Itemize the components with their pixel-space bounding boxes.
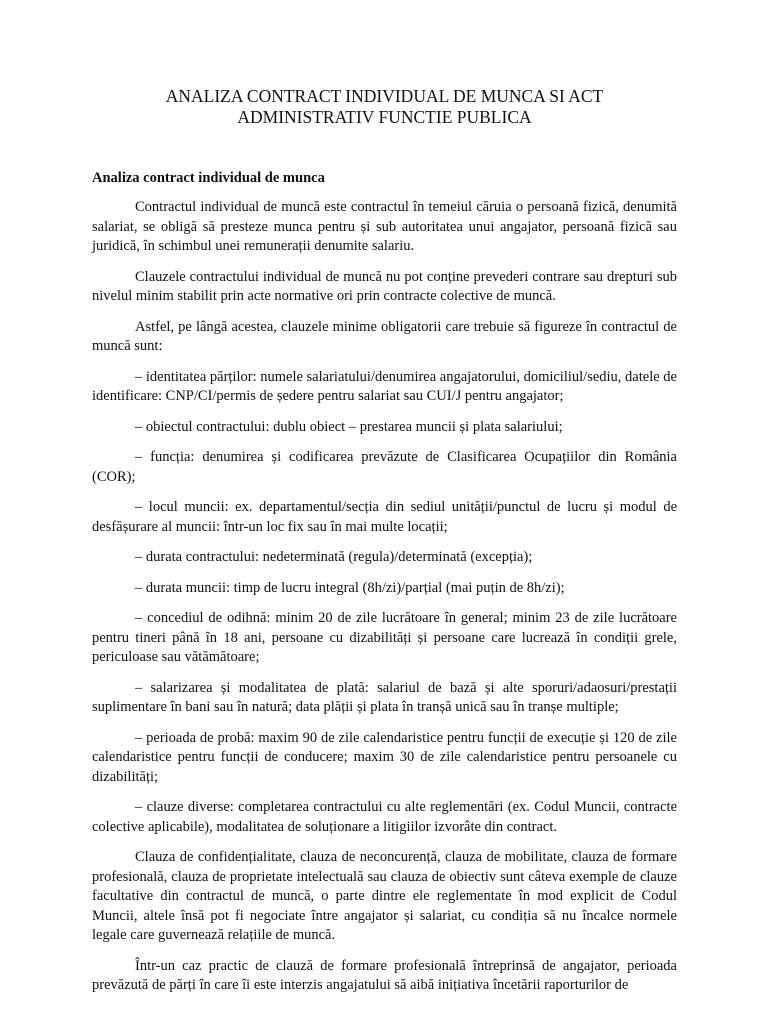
paragraph-definition: Contractul individual de muncă este contractul în temeiul căruia o persoană fizică, denumită salariat, se obligă să presteze munca pentru și sub autoritatea unui angajator, persoană fizică sau juridică, în schimbul unei remunerații denumite salariu. — [92, 199, 677, 254]
list-item-identity: – identitatea părților: numele salariatului/denumirea angajatorului, domiciliul/sediu, datele de identificare: CNP/CI/permis de ședere pentru salariat sau CUI/J pentru angajator; — [92, 368, 677, 404]
section-heading: Analiza contract individual de munca — [92, 170, 325, 186]
document-page — [92, 86, 677, 1006]
list-item-contract-duration: – durata contractului: nedeterminată (regula)/determinată (excepția); — [135, 549, 533, 565]
paragraph-clauses: Clauzele contractului individual de muncă nu pot conține prevederi contrare sau drepturi sub nivelul minim stabilit prin acte normative ori prin contracte colective de muncă. — [92, 268, 677, 304]
list-item-function: – funcția: denumirea și codificarea prevăzute de Clasificarea Ocupațiilor din România (COR); — [92, 449, 677, 485]
list-item-miscellaneous: – clauze diverse: completarea contractului cu alte reglementări (ex. Codul Muncii, contracte colective aplicabile), modalitatea de soluționare a litigiilor izvorâte din contract. — [92, 799, 677, 835]
paragraph-training-case: Într-un caz practic de clauză de formare profesională întreprinsă de angajator, perioada prevăzută de părți în care îi este interzis angajatului să aibă inițiativa încetării raporturilor de — [92, 957, 677, 993]
list-item-salary: – salarizarea și modalitatea de plată: salariul de bază și alte sporuri/adaosuri/prestații suplimentare în bani sau în natură; data plății și plata în tranșă unică sau în tranșe multiple; — [92, 679, 677, 715]
paragraph-optional-clauses: Clauza de confidențialitate, clauza de neconcurență, clauza de mobilitate, clauza de formare profesională, clauza de proprietate intelectuală sau clauza de obiectiv sunt câteva exemple de clauze facultative din contractul de muncă, o parte dintre ele reglementate în mod explicit de Codul Muncii, altele însă pot fi negociate între angajator și salariat, cu condiția să nu încalce normele legale care guvernează relațiile de muncă. — [92, 849, 677, 943]
document-title — [92, 86, 677, 128]
list-item-workplace: – locul muncii: ex. departamentul/secția din sediul unității/punctul de lucru și modul de desfășurare al muncii: într-un loc fix sau în mai multe locații; — [92, 499, 677, 535]
title-line-1: ANALIZA CONTRACT INDIVIDUAL DE MUNCA SI ACT — [165, 86, 604, 106]
list-item-vacation: – concediul de odihnă: minim 20 de zile lucrătoare în general; minim 23 de zile lucrătoare pentru tineri până în 18 ani, persoane cu dizabilități și persoane care lucrează în condiții grele, periculoase sau vătămătoare; — [92, 610, 677, 665]
title-line-2: ADMINISTRATIV FUNCTIE PUBLICA — [237, 107, 532, 127]
list-item-work-duration: – durata muncii: timp de lucru integral (8h/zi)/parțial (mai puțin de 8h/zi); — [135, 579, 565, 596]
list-item-probation: – perioada de probă: maxim 90 de zile calendaristice pentru funcții de execuție și 120 de zile calendaristice pentru funcții de conducere; maxim 30 de zile calendaristice pentru persoanele cu dizabilități; — [92, 729, 677, 785]
paragraph-minimum-clauses-intro: Astfel, pe lângă acestea, clauzele minime obligatorii care trebuie să figureze în contractul de muncă sunt: — [92, 318, 677, 354]
list-item-object: – obiectul contractului: dublu obiect – prestarea muncii și plata salariului; — [135, 418, 563, 435]
